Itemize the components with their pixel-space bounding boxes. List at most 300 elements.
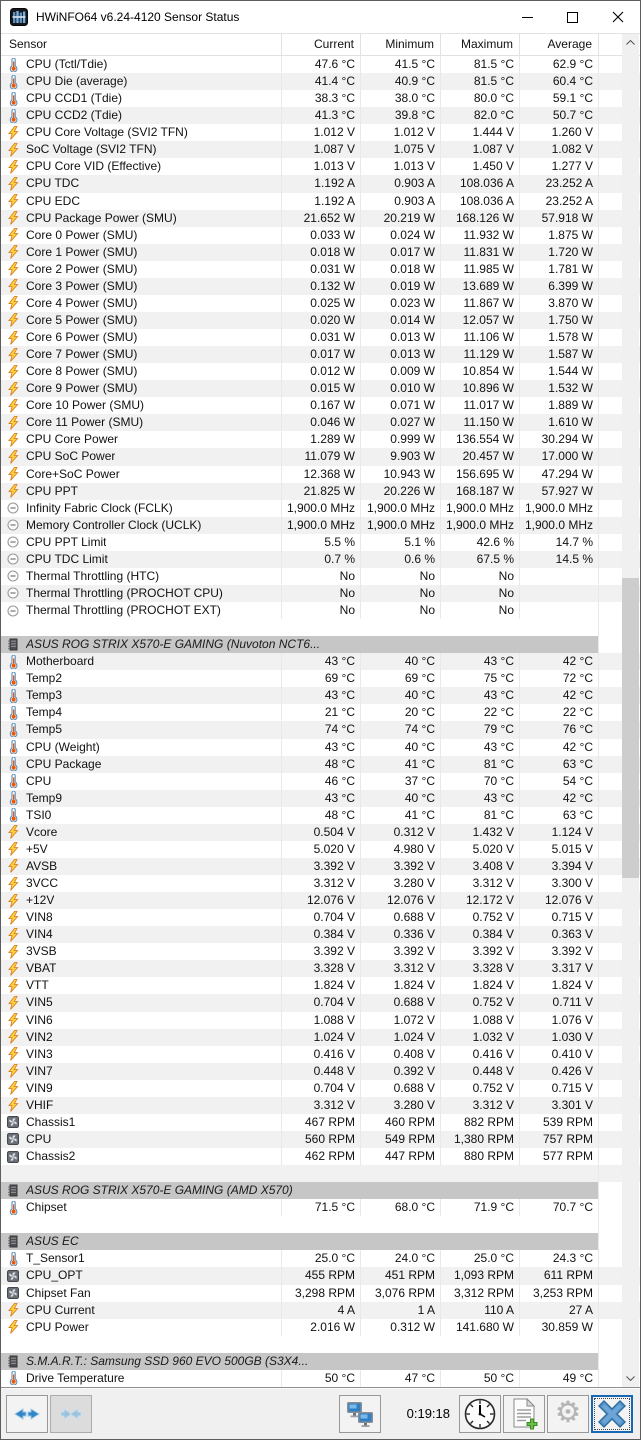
- sensor-row[interactable]: [1, 1302, 640, 1319]
- sensor-row[interactable]: [1, 346, 640, 363]
- pad-cell: [599, 1080, 623, 1097]
- sensor-label-cell: [1, 1012, 282, 1029]
- clock-button[interactable]: [459, 1395, 501, 1433]
- value-cell: 1.610 W: [520, 414, 599, 431]
- sensor-row[interactable]: [1, 568, 640, 585]
- volt-icon: [6, 262, 20, 276]
- sensor-row[interactable]: [1, 1199, 640, 1216]
- pad-cell: [599, 739, 623, 756]
- sensor-row[interactable]: [1, 653, 640, 670]
- pad-cell: [599, 704, 623, 721]
- sensor-row[interactable]: [1, 790, 640, 807]
- sensor-row[interactable]: [1, 551, 640, 568]
- sensor-row[interactable]: [1, 926, 640, 943]
- value-cell: 12.057 W: [441, 312, 520, 329]
- value-cell: 75 °C: [441, 670, 520, 687]
- sensor-row[interactable]: [1, 1148, 640, 1165]
- sensor-label: CPU Core Voltage (SVI2 TFN): [26, 125, 188, 140]
- temp-icon: [6, 723, 20, 737]
- volt-icon: [6, 177, 20, 191]
- sensor-row[interactable]: [1, 210, 640, 227]
- section-header-row[interactable]: [1, 1233, 640, 1250]
- sensor-label: Infinity Fabric Clock (FCLK): [26, 500, 173, 515]
- sensor-table-body: [1, 56, 640, 1387]
- value-cell: 0.014 W: [361, 312, 441, 329]
- value-cell: 43 °C: [441, 687, 520, 704]
- value-cell: 43 °C: [441, 739, 520, 756]
- value-cell: 0.704 V: [282, 994, 361, 1011]
- sensor-row[interactable]: [1, 500, 640, 517]
- value-cell: 0.448 V: [441, 1063, 520, 1080]
- value-cell: 1.444 V: [441, 124, 520, 141]
- section-label-cell: [1, 1233, 599, 1250]
- sensor-label-cell: [1, 1029, 282, 1046]
- value-cell: 3,253 RPM: [520, 1285, 599, 1302]
- value-cell: 3.408 V: [441, 858, 520, 875]
- value-cell: 156.695 W: [441, 466, 520, 483]
- value-cell: 1.024 V: [282, 1029, 361, 1046]
- sensor-label: CPU_OPT: [26, 1268, 83, 1283]
- value-cell: 1.088 V: [282, 1012, 361, 1029]
- sensor-label-cell: [1, 1063, 282, 1080]
- minimize-button[interactable]: [505, 2, 550, 33]
- scrollbar-thumb[interactable]: [622, 578, 639, 878]
- value-cell: 11.932 W: [441, 227, 520, 244]
- value-cell: No: [441, 568, 520, 585]
- value-cell: 560 RPM: [282, 1131, 361, 1148]
- sensor-row[interactable]: [1, 1080, 640, 1097]
- value-cell: 3.301 V: [520, 1097, 599, 1114]
- value-cell: [520, 585, 599, 602]
- value-cell: 455 RPM: [282, 1267, 361, 1284]
- volt-icon: [6, 979, 20, 993]
- sensor-label-cell: [1, 807, 282, 824]
- sensor-label: CPU SoC Power: [26, 449, 116, 464]
- value-cell: 20 °C: [361, 704, 441, 721]
- value-cell: 30.294 W: [520, 431, 599, 448]
- title-bar[interactable]: [1, 1, 640, 34]
- value-cell: 108.036 A: [441, 193, 520, 210]
- volt-icon: [6, 996, 20, 1010]
- value-cell: 27 A: [520, 1302, 599, 1319]
- sensor-label: TSI0: [26, 807, 52, 822]
- value-cell: 10.854 W: [441, 363, 520, 380]
- value-cell: 12.172 V: [441, 892, 520, 909]
- sensor-row[interactable]: [1, 141, 640, 158]
- sensor-label-cell: [1, 517, 282, 534]
- sensor-label-cell: [1, 193, 282, 210]
- scroll-up-button[interactable]: [622, 34, 639, 51]
- sensor-row[interactable]: [1, 483, 640, 500]
- value-cell: 3.312 V: [441, 875, 520, 892]
- value-cell: 1.012 V: [282, 124, 361, 141]
- sensor-row[interactable]: [1, 1063, 640, 1080]
- value-cell: 48 °C: [282, 756, 361, 773]
- value-cell: 539 RPM: [520, 1114, 599, 1131]
- sensor-row[interactable]: [1, 773, 640, 790]
- sensor-label: Core 4 Power (SMU): [26, 295, 138, 310]
- value-cell: 0.046 W: [282, 414, 361, 431]
- value-cell: 1,900.0 MHz: [441, 517, 520, 534]
- section-header-row[interactable]: [1, 1353, 640, 1370]
- temp-icon: [6, 655, 20, 669]
- sensor-label: Motherboard: [26, 654, 95, 669]
- remote-monitoring-button[interactable]: [339, 1395, 381, 1433]
- report-page-plus-icon: [510, 1398, 538, 1430]
- value-cell: 1,900.0 MHz: [361, 517, 441, 534]
- sensor-row[interactable]: [1, 1267, 640, 1284]
- temp-icon: [6, 1252, 20, 1266]
- pad-cell: [599, 397, 623, 414]
- pad-cell: [599, 1285, 623, 1302]
- sensor-label-cell: [1, 346, 282, 363]
- pad-cell: [599, 1319, 623, 1336]
- close-button[interactable]: [595, 2, 640, 33]
- clock-icon: [6, 501, 20, 515]
- sensor-row[interactable]: [1, 466, 640, 483]
- sensor-label-cell: [1, 175, 282, 192]
- pad-cell: [599, 1063, 623, 1080]
- sensor-label: CPU Core Power: [26, 432, 119, 447]
- sensor-row[interactable]: [1, 1285, 640, 1302]
- sensor-row[interactable]: [1, 977, 640, 994]
- sensor-label-cell: [1, 312, 282, 329]
- sensor-label-cell: [1, 210, 282, 227]
- sensor-row[interactable]: [1, 227, 640, 244]
- sensor-row[interactable]: [1, 841, 640, 858]
- value-cell: 9.903 W: [361, 448, 441, 465]
- value-cell: 40 °C: [361, 790, 441, 807]
- column-header-sensor[interactable]: Sensor: [1, 34, 282, 55]
- value-cell: 0.013 W: [361, 346, 441, 363]
- column-header-pad: [599, 34, 623, 55]
- section-label-cell: [1, 1353, 599, 1370]
- sensor-label-cell: [1, 90, 282, 107]
- sensor-row[interactable]: [1, 380, 640, 397]
- sensor-label: VTT: [26, 978, 49, 993]
- pad-cell: [599, 483, 623, 500]
- sensor-row[interactable]: [1, 261, 640, 278]
- sensor-row[interactable]: [1, 807, 640, 824]
- sensor-row[interactable]: [1, 721, 640, 738]
- value-cell: 1.587 W: [520, 346, 599, 363]
- sensor-label: CPU Package Power (SMU): [26, 210, 177, 225]
- pad-cell: [599, 1046, 623, 1063]
- value-cell: 1,380 RPM: [441, 1131, 520, 1148]
- sensor-row[interactable]: [1, 90, 640, 107]
- sensor-label-cell: [1, 141, 282, 158]
- sensor-label: VIN5: [26, 995, 53, 1010]
- sensor-label-cell: [1, 704, 282, 721]
- sensor-row[interactable]: [1, 448, 640, 465]
- value-cell: 1,900.0 MHz: [520, 500, 599, 517]
- value-cell: 11.867 W: [441, 295, 520, 312]
- value-cell: 42 °C: [520, 687, 599, 704]
- maximize-button[interactable]: [550, 2, 595, 33]
- chip-icon: [6, 1235, 20, 1249]
- value-cell: 24.3 °C: [520, 1250, 599, 1267]
- value-cell: 37 °C: [361, 773, 441, 790]
- pad-cell: [599, 807, 623, 824]
- value-cell: 21 °C: [282, 704, 361, 721]
- value-cell: 21.652 W: [282, 210, 361, 227]
- sensor-label-cell: [1, 483, 282, 500]
- volt-icon: [6, 348, 20, 362]
- value-cell: 108.036 A: [441, 175, 520, 192]
- sensor-row[interactable]: [1, 517, 640, 534]
- blue-x-icon: [598, 1400, 626, 1428]
- value-cell: 63 °C: [520, 807, 599, 824]
- sensor-row[interactable]: [1, 124, 640, 141]
- sensor-label-cell: [1, 551, 282, 568]
- sensor-row[interactable]: [1, 193, 640, 210]
- sensor-label-cell: [1, 295, 282, 312]
- value-cell: 48 °C: [282, 807, 361, 824]
- sensor-row[interactable]: [1, 1319, 640, 1336]
- volt-icon: [6, 928, 20, 942]
- pad-cell: [599, 721, 623, 738]
- pad-cell: [599, 1029, 623, 1046]
- sensor-label: CPU: [26, 773, 52, 788]
- pad-cell: [599, 312, 623, 329]
- sensor-row[interactable]: [1, 107, 640, 124]
- sensor-label-cell: [1, 1114, 282, 1131]
- value-cell: 24.0 °C: [361, 1250, 441, 1267]
- scroll-down-button[interactable]: [622, 1370, 639, 1387]
- value-cell: 43 °C: [441, 653, 520, 670]
- value-cell: 1.824 V: [282, 977, 361, 994]
- temp-icon: [6, 92, 20, 106]
- sensor-row[interactable]: [1, 756, 640, 773]
- value-cell: 81 °C: [441, 807, 520, 824]
- sensor-row[interactable]: [1, 994, 640, 1011]
- sensor-row[interactable]: [1, 602, 640, 619]
- sensor-label: Temp3: [26, 688, 63, 703]
- clock-face-icon: [464, 1398, 496, 1430]
- value-cell: 14.7 %: [520, 534, 599, 551]
- volt-icon: [6, 877, 20, 891]
- column-header-current[interactable]: Current: [282, 34, 361, 55]
- volt-icon: [6, 1047, 20, 1061]
- sensor-label: 3VCC: [26, 876, 59, 891]
- value-cell: [520, 568, 599, 585]
- value-cell: 0.903 A: [361, 175, 441, 192]
- sensor-label-cell: [1, 1199, 282, 1216]
- sensor-label: Core 11 Power (SMU): [26, 415, 144, 430]
- sensor-label-cell: [1, 1046, 282, 1063]
- value-cell: 1.277 V: [520, 158, 599, 175]
- sensor-row[interactable]: [1, 1029, 640, 1046]
- sensor-row[interactable]: [1, 1114, 640, 1131]
- value-cell: 12.368 W: [282, 466, 361, 483]
- value-cell: 69 °C: [282, 670, 361, 687]
- sensor-row[interactable]: [1, 397, 640, 414]
- sensor-label: AVSB: [26, 858, 58, 873]
- value-cell: 3.328 V: [282, 960, 361, 977]
- sensor-row[interactable]: [1, 739, 640, 756]
- sensor-label-cell: [1, 107, 282, 124]
- pad-cell: [599, 141, 623, 158]
- clock-icon: [6, 586, 20, 600]
- pad-cell: [599, 73, 623, 90]
- sensor-row[interactable]: [1, 943, 640, 960]
- value-cell: 23.252 A: [520, 175, 599, 192]
- sensor-label: CPU PPT Limit: [26, 534, 107, 549]
- value-cell: 0.010 W: [361, 380, 441, 397]
- volt-icon: [6, 911, 20, 925]
- section-header-row[interactable]: [1, 636, 640, 653]
- sensor-row[interactable]: [1, 363, 640, 380]
- window-title: HWiNFO64 v6.24-4120 Sensor Status: [36, 10, 240, 24]
- value-cell: 0.426 V: [520, 1063, 599, 1080]
- sensor-row[interactable]: [1, 1250, 640, 1267]
- sensor-row[interactable]: [1, 1131, 640, 1148]
- sensor-row[interactable]: [1, 244, 640, 261]
- value-cell: 0.015 W: [282, 380, 361, 397]
- value-cell: 0.752 V: [441, 909, 520, 926]
- sensor-row[interactable]: [1, 278, 640, 295]
- value-cell: 467 RPM: [282, 1114, 361, 1131]
- column-header-average[interactable]: Average: [520, 34, 599, 55]
- value-cell: 43 °C: [282, 790, 361, 807]
- sensor-label-cell: [1, 602, 282, 619]
- sensor-row[interactable]: [1, 1097, 640, 1114]
- column-header-maximum[interactable]: Maximum: [441, 34, 520, 55]
- sensor-row[interactable]: [1, 585, 640, 602]
- sensor-label: Temp5: [26, 722, 63, 737]
- sensor-label: Chipset Fan: [26, 1285, 91, 1300]
- value-cell: 1.720 W: [520, 244, 599, 261]
- value-cell: 0.715 V: [520, 1080, 599, 1097]
- report-button[interactable]: [503, 1395, 545, 1433]
- settings-button[interactable]: [547, 1395, 589, 1433]
- value-cell: 3.300 V: [520, 875, 599, 892]
- sensor-row[interactable]: [1, 312, 640, 329]
- sensor-label: SoC Voltage (SVI2 TFN): [26, 142, 157, 157]
- sensor-label: CPU EDC: [26, 193, 81, 208]
- sensor-label: VIN2: [26, 1029, 53, 1044]
- value-cell: 70.7 °C: [520, 1199, 599, 1216]
- value-cell: 30.859 W: [520, 1319, 599, 1336]
- sensor-row[interactable]: [1, 824, 640, 841]
- chip-icon: [6, 1184, 20, 1198]
- value-cell: 49 °C: [520, 1370, 599, 1387]
- value-cell: 1.432 V: [441, 824, 520, 841]
- value-cell: [520, 602, 599, 619]
- value-cell: 1.087 V: [441, 141, 520, 158]
- sensor-row[interactable]: [1, 1046, 640, 1063]
- temp-icon: [6, 58, 20, 72]
- value-cell: No: [361, 585, 441, 602]
- value-cell: 11.106 W: [441, 329, 520, 346]
- sensor-label-cell: [1, 977, 282, 994]
- value-cell: 72 °C: [520, 670, 599, 687]
- section-label-cell: [1, 636, 599, 653]
- vertical-scrollbar[interactable]: [622, 34, 639, 1387]
- sensor-label-cell: [1, 721, 282, 738]
- sensor-row[interactable]: [1, 892, 640, 909]
- value-cell: 63 °C: [520, 756, 599, 773]
- sensor-row[interactable]: [1, 158, 640, 175]
- sensor-row[interactable]: [1, 73, 640, 90]
- pad-cell: [599, 1148, 623, 1165]
- sensor-row[interactable]: [1, 858, 640, 875]
- close-sensors-button[interactable]: [591, 1395, 633, 1433]
- section-header-row[interactable]: [1, 1182, 640, 1199]
- value-cell: 3.328 V: [441, 960, 520, 977]
- column-header-minimum[interactable]: Minimum: [361, 34, 441, 55]
- sensor-label: CPU PPT: [26, 483, 79, 498]
- value-cell: 3.280 V: [361, 1097, 441, 1114]
- section-label: ASUS EC: [26, 1234, 79, 1249]
- sensor-row[interactable]: [1, 56, 640, 73]
- spacer-row: [1, 1336, 640, 1353]
- chip-icon: [6, 638, 20, 652]
- value-cell: 3.312 V: [282, 1097, 361, 1114]
- sensor-label: VIN4: [26, 927, 53, 942]
- pad-cell: [599, 448, 623, 465]
- expand-columns-button[interactable]: [6, 1395, 48, 1433]
- sensor-row[interactable]: [1, 704, 640, 721]
- temp-icon: [6, 109, 20, 123]
- value-cell: 38.0 °C: [361, 90, 441, 107]
- spacer-row: [1, 1216, 640, 1233]
- value-cell: 451 RPM: [361, 1267, 441, 1284]
- sensor-row[interactable]: [1, 534, 640, 551]
- sensor-label: Temp9: [26, 790, 63, 805]
- value-cell: 0.025 W: [282, 295, 361, 312]
- sensor-row[interactable]: [1, 687, 640, 704]
- network-monitors-icon: [345, 1399, 375, 1429]
- value-cell: 1.544 W: [520, 363, 599, 380]
- sensor-row[interactable]: [1, 960, 640, 977]
- sensor-row[interactable]: [1, 909, 640, 926]
- sensor-label-cell: [1, 534, 282, 551]
- value-cell: 1.260 V: [520, 124, 599, 141]
- value-cell: 0.715 V: [520, 909, 599, 926]
- sensor-row[interactable]: [1, 175, 640, 192]
- minimize-icon: [522, 12, 533, 23]
- sensor-row[interactable]: [1, 1370, 640, 1387]
- value-cell: 74 °C: [361, 721, 441, 738]
- value-cell: 0.999 W: [361, 431, 441, 448]
- sensor-label-cell: [1, 414, 282, 431]
- sensor-row[interactable]: [1, 295, 640, 312]
- sensor-label: Core 8 Power (SMU): [26, 364, 138, 379]
- temp-icon: [6, 672, 20, 686]
- sensor-row[interactable]: [1, 414, 640, 431]
- value-cell: 1,900.0 MHz: [282, 517, 361, 534]
- value-cell: 42 °C: [520, 653, 599, 670]
- sensor-row[interactable]: [1, 431, 640, 448]
- volt-icon: [6, 194, 20, 208]
- value-cell: 43 °C: [282, 687, 361, 704]
- pad-cell: [599, 994, 623, 1011]
- value-cell: 1.875 W: [520, 227, 599, 244]
- pad-cell: [599, 363, 623, 380]
- chip-icon: [6, 1354, 20, 1368]
- sensor-label-cell: [1, 431, 282, 448]
- value-cell: 21.825 W: [282, 483, 361, 500]
- sensor-row[interactable]: [1, 670, 640, 687]
- value-cell: 1.192 A: [282, 193, 361, 210]
- sensor-row[interactable]: [1, 1012, 640, 1029]
- sensor-row[interactable]: [1, 329, 640, 346]
- value-cell: 42 °C: [520, 739, 599, 756]
- value-cell: 41 °C: [361, 807, 441, 824]
- sensor-row[interactable]: [1, 875, 640, 892]
- temp-icon: [6, 757, 20, 771]
